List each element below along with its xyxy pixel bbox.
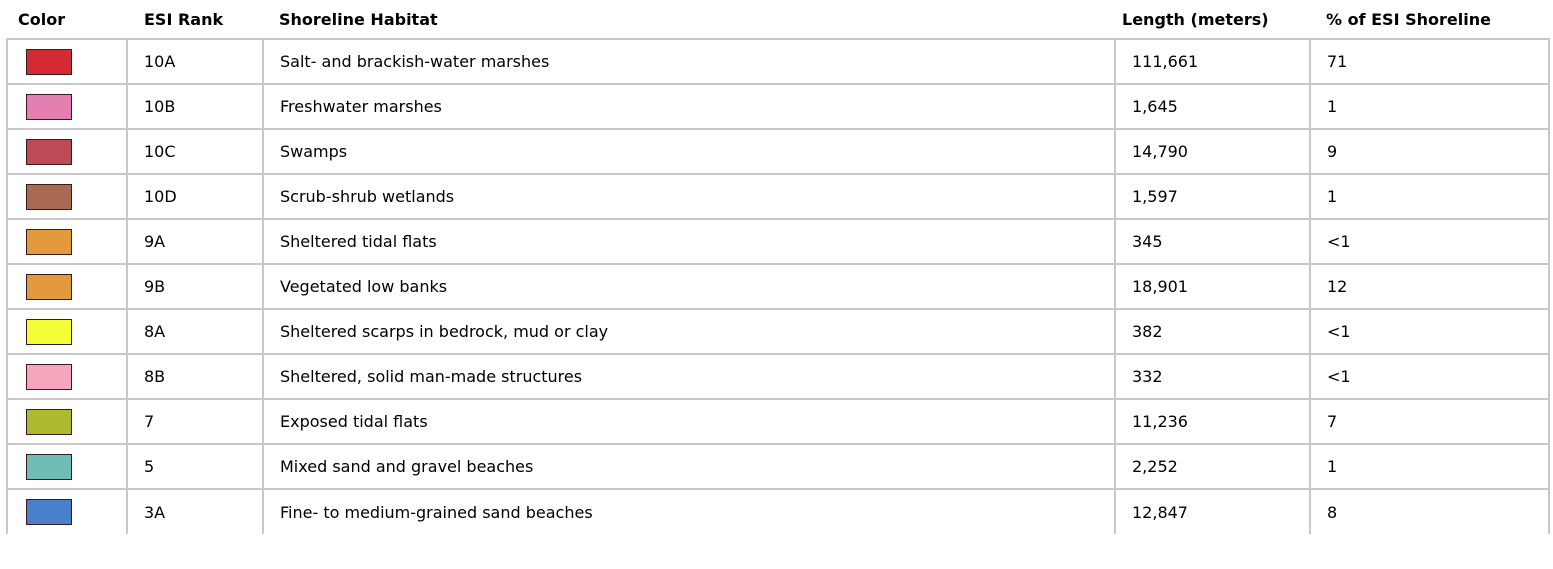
shoreline-habitat-cell: Exposed tidal flats	[263, 399, 1115, 444]
table-row	[7, 399, 1549, 444]
esi-rank-cell: 10A	[127, 39, 263, 84]
color-swatch	[26, 184, 72, 210]
color-swatch	[26, 364, 72, 390]
color-cell	[7, 444, 127, 489]
esi-rank-cell: 8A	[127, 309, 263, 354]
shoreline-habitat-cell: Sheltered scarps in bedrock, mud or clay	[263, 309, 1115, 354]
shoreline-habitat-cell: Mixed sand and gravel beaches	[263, 444, 1115, 489]
percent-cell: 1	[1310, 444, 1549, 489]
table-header	[7, 0, 1549, 39]
color-swatch	[26, 139, 72, 165]
color-swatch	[26, 499, 72, 525]
color-cell	[7, 354, 127, 399]
header-esi-rank: ESI Rank	[144, 9, 224, 29]
percent-cell: <1	[1310, 354, 1549, 399]
length-cell: 1,597	[1115, 174, 1310, 219]
color-cell	[7, 84, 127, 129]
color-cell	[7, 39, 127, 84]
color-swatch	[26, 229, 72, 255]
color-swatch	[26, 454, 72, 480]
esi-rank-cell: 10C	[127, 129, 263, 174]
color-swatch	[26, 274, 72, 300]
color-cell	[7, 309, 127, 354]
percent-cell: 71	[1310, 39, 1549, 84]
color-cell	[7, 264, 127, 309]
table-body	[7, 39, 1549, 534]
length-cell: 12,847	[1115, 489, 1310, 534]
shoreline-habitat-cell: Salt- and brackish-water marshes	[263, 39, 1115, 84]
table-row	[7, 129, 1549, 174]
esi-rank-cell: 8B	[127, 354, 263, 399]
color-swatch	[26, 49, 72, 75]
percent-cell: 1	[1310, 84, 1549, 129]
color-cell	[7, 219, 127, 264]
percent-cell: 7	[1310, 399, 1549, 444]
esi-rank-cell: 10D	[127, 174, 263, 219]
percent-cell: 9	[1310, 129, 1549, 174]
table-row	[7, 84, 1549, 129]
percent-cell: 1	[1310, 174, 1549, 219]
shoreline-habitat-cell: Fine- to medium-grained sand beaches	[263, 489, 1115, 534]
esi-rank-cell: 3A	[127, 489, 263, 534]
color-cell	[7, 174, 127, 219]
header-row	[7, 0, 1549, 39]
table-row	[7, 174, 1549, 219]
percent-cell: <1	[1310, 219, 1549, 264]
percent-cell: 8	[1310, 489, 1549, 534]
header-percent: % of ESI Shoreline	[1326, 9, 1491, 29]
color-swatch	[26, 94, 72, 120]
table-row	[7, 39, 1549, 84]
shoreline-habitat-cell: Freshwater marshes	[263, 84, 1115, 129]
table-row	[7, 489, 1549, 534]
color-cell	[7, 129, 127, 174]
esi-rank-cell: 9B	[127, 264, 263, 309]
shoreline-habitat-cell: Vegetated low banks	[263, 264, 1115, 309]
esi-rank-cell: 9A	[127, 219, 263, 264]
esi-rank-cell: 5	[127, 444, 263, 489]
table-row	[7, 309, 1549, 354]
table-row	[7, 354, 1549, 399]
esi-shoreline-table	[6, 0, 1550, 534]
shoreline-habitat-cell: Scrub-shrub wetlands	[263, 174, 1115, 219]
length-cell: 14,790	[1115, 129, 1310, 174]
color-cell	[7, 399, 127, 444]
header-shoreline-habitat: Shoreline Habitat	[279, 9, 438, 29]
shoreline-habitat-cell: Swamps	[263, 129, 1115, 174]
length-cell: 2,252	[1115, 444, 1310, 489]
length-cell: 382	[1115, 309, 1310, 354]
length-cell: 345	[1115, 219, 1310, 264]
length-cell: 18,901	[1115, 264, 1310, 309]
color-swatch	[26, 319, 72, 345]
percent-cell: <1	[1310, 309, 1549, 354]
header-length: Length (meters)	[1122, 9, 1269, 29]
shoreline-habitat-cell: Sheltered tidal flats	[263, 219, 1115, 264]
esi-rank-cell: 7	[127, 399, 263, 444]
length-cell: 11,236	[1115, 399, 1310, 444]
esi-rank-cell: 10B	[127, 84, 263, 129]
shoreline-habitat-cell: Sheltered, solid man-made structures	[263, 354, 1115, 399]
length-cell: 332	[1115, 354, 1310, 399]
table-row	[7, 264, 1549, 309]
header-color: Color	[18, 9, 66, 29]
length-cell: 1,645	[1115, 84, 1310, 129]
percent-cell: 12	[1310, 264, 1549, 309]
color-swatch	[26, 409, 72, 435]
table-row	[7, 219, 1549, 264]
table-row	[7, 444, 1549, 489]
length-cell: 111,661	[1115, 39, 1310, 84]
color-cell	[7, 489, 127, 534]
